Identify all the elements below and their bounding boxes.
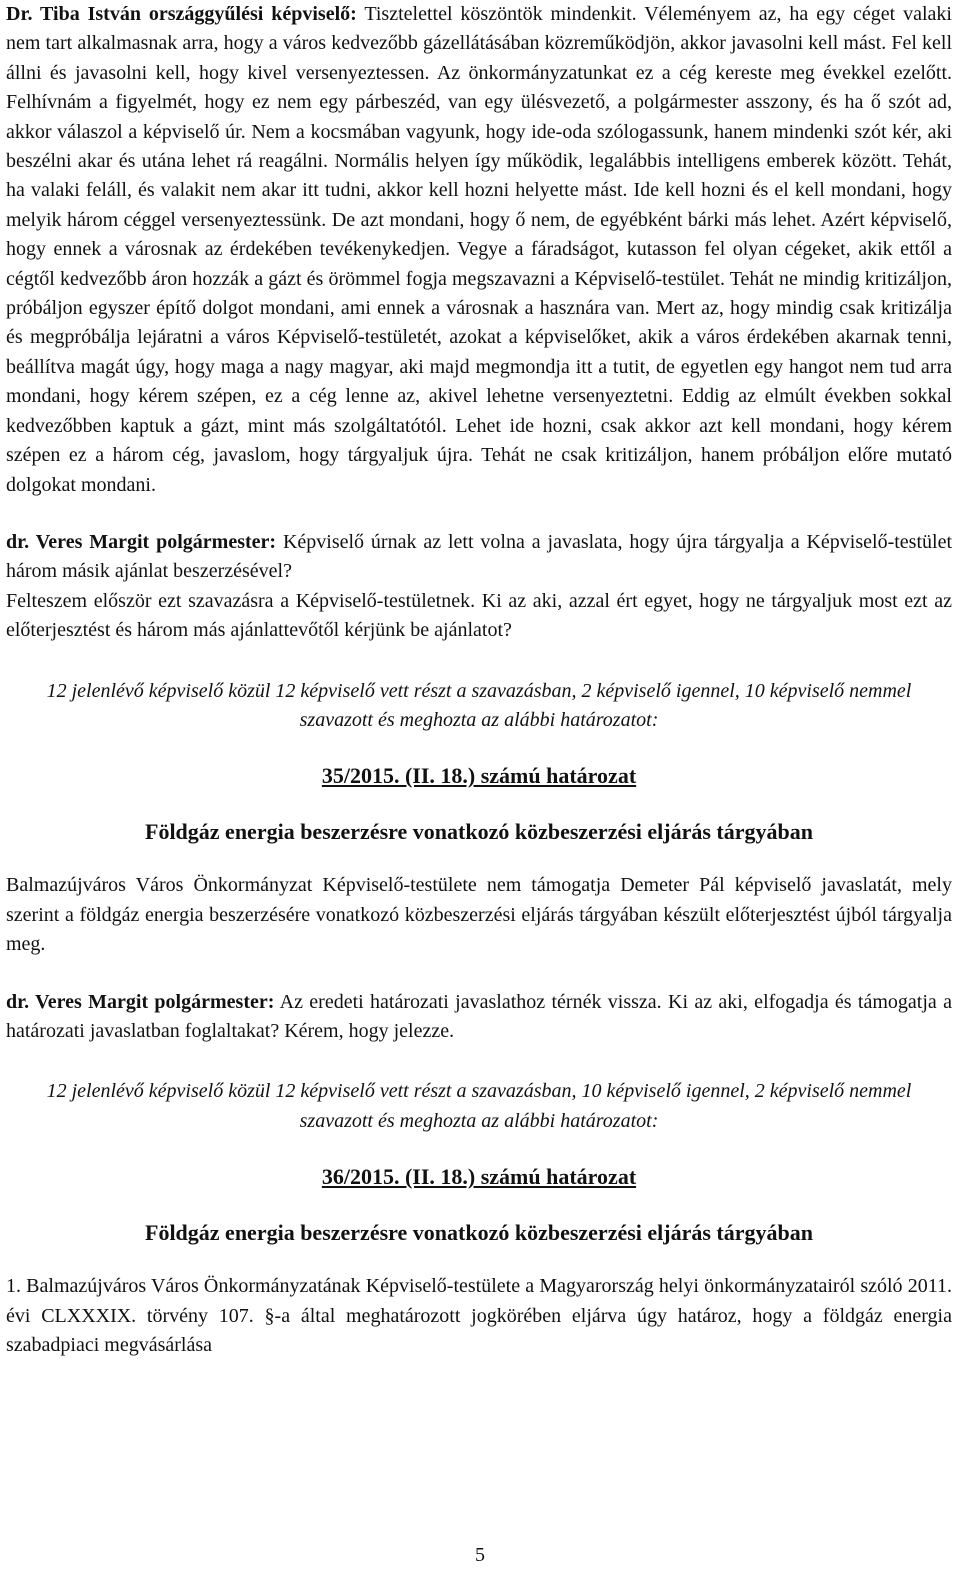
- resolution-title-1: Földgáz energia beszerzésre vonatkozó közbeszerzési eljárás tárgyában: [145, 819, 813, 845]
- resolution-number-2: 36/2015. (II. 18.) számú határozat: [321, 1164, 637, 1190]
- speech-veres-1-continued: [6, 587, 952, 646]
- speech-veres-1: [6, 528, 952, 587]
- speaker-name: Dr. Tiba István országgyűlési képviselő:: [6, 3, 357, 25]
- speech-tiba: [6, 0, 952, 500]
- resolution-number-1: 35/2015. (II. 18.) számú határozat: [321, 763, 637, 789]
- vote-result-2: 12 jelenlévő képviselő közül 12 képviselő vett részt a szavazásban, 10 képviselő igennel, 2 képviselő nemmel szavazott és meghozta az alábbi határozatot:: [46, 1080, 912, 1132]
- speech-text: Tisztelettel köszöntök mindenkit. Véleményem az, ha egy céget valaki nem tart alkalmasnak arra, hogy a város kedvezőbb gázellátásában közreműködjön, akkor javasolni kell mást. Fel kell állni és javasolni kell, hogy kivel versenyeztessen. Az önkormányzatunkat ez a cég kereste meg évekkel ezelőtt. Felhívnám a figyelmét, hogy ez nem egy párbeszéd, van egy ülésvezető, a polgármester asszony, és ha ő szót ad, akkor válaszol a képviselő úr. Nem a kocsmában vagyunk, hogy ide-oda szólogassunk, hanem mindenki szót kér, aki beszélni akar és utána lehet rá reagálni. Normális helyen így működik, legalábbis intelligens emberek között. Tehát, ha valaki feláll, és valakit nem akar itt tudni, akkor kell hozni helyette mást. Ide kell hozni és el kell mondani, hogy melyik három céggel versenyeztessünk. De azt mondani, hogy ő nem, de egyébként bárki más lehet. Azért képviselő, hogy ennek a városnak az érdekében tevékenykedjen. Vegye a fáradságot, kutasson fel olyan cégeket, akik ettől a cégtől kedvezőbb áron hozzák a gázt és örömmel fogja megszavazni a Képviselő-testület. Tehát ne mindig kritizáljon, próbáljon egyszer építő dolgot mondani, ami ennek a városnak a hasznára van. Mert az, hogy mindig csak kritizálja és megpróbálja lejáratni a város Képviselő-testületét, azokat a képviselőket, akik a város érdekében akarnak tenni, beállítva magát úgy, hogy maga a nagy magyar, aki majd megmondja itt a tutit, de egyetlen egy hangot nem tud arra mondani, hogy kérem szépen, ez a cég lenne az, akivel lehetne versenyeztetni. Eddig az elmúlt években sokkal kedvezőbben kaptuk a gázt, mint más szolgáltatótól. Lehet ide hozni, csak akkor azt kell mondani, hogy kérem szépen ez a három cég, javaslom, hogy tárgyaljuk újra. Tehát ne csak kritizáljon, hanem próbáljon előre mutató dolgokat mondani.: [6, 3, 952, 496]
- speech-veres-2: [6, 988, 952, 1047]
- resolution-body-2: 1. Balmazújváros Város Önkormányzatának Képviselő-testülete a Magyarország helyi önkormányzatairól szóló 2011. évi CLXXXIX. törvény 107. §-a által meghatározott jogkörében eljárva úgy határoz, hogy a földgáz energia szabadpiaci megvásárlása: [6, 1275, 952, 1356]
- speech-text: Képviselő úrnak az lett volna a javaslata, hogy újra tárgyalja a Képviselő-testület három másik ajánlat beszerzésével?: [6, 530, 953, 583]
- resolution-body-1: Balmazújváros Város Önkormányzat Képviselő-testülete nem támogatja Demeter Pál képviselő javaslatát, mely szerint a földgáz energia beszerzésére vonatkozó közbeszerzési eljárás tárgyában készült előterjesztést újból tárgyalja meg.: [6, 874, 952, 956]
- speaker-name: dr. Veres Margit polgármester:: [6, 990, 275, 1013]
- resolution-title-2: Földgáz energia beszerzésre vonatkozó közbeszerzési eljárás tárgyában: [145, 1220, 813, 1246]
- speech-text: Az eredeti határozati javaslathoz térnék vissza. Ki az aki, elfogadja és támogatja a határozati javaslatban foglaltakat? Kérem, hogy jelezze.: [6, 990, 952, 1042]
- speaker-name: dr. Veres Margit polgármester:: [6, 530, 277, 553]
- page-number: 5: [475, 1544, 485, 1566]
- document-page: [6, 0, 952, 1360]
- vote-result-1: 12 jelenlévő képviselő közül 12 képviselő vett részt a szavazásban, 2 képviselő igennel, 10 képviselő nemmel szavazott és meghozta az alábbi határozatot:: [46, 679, 912, 731]
- speech-text: Felteszem először ezt szavazásra a Képviselő-testületnek. Ki az aki, azzal ért egyet, hogy ne tárgyaljuk most ezt az előterjesztést és három más ajánlattevőtől kérjünk be ajánlatot?: [6, 589, 952, 642]
